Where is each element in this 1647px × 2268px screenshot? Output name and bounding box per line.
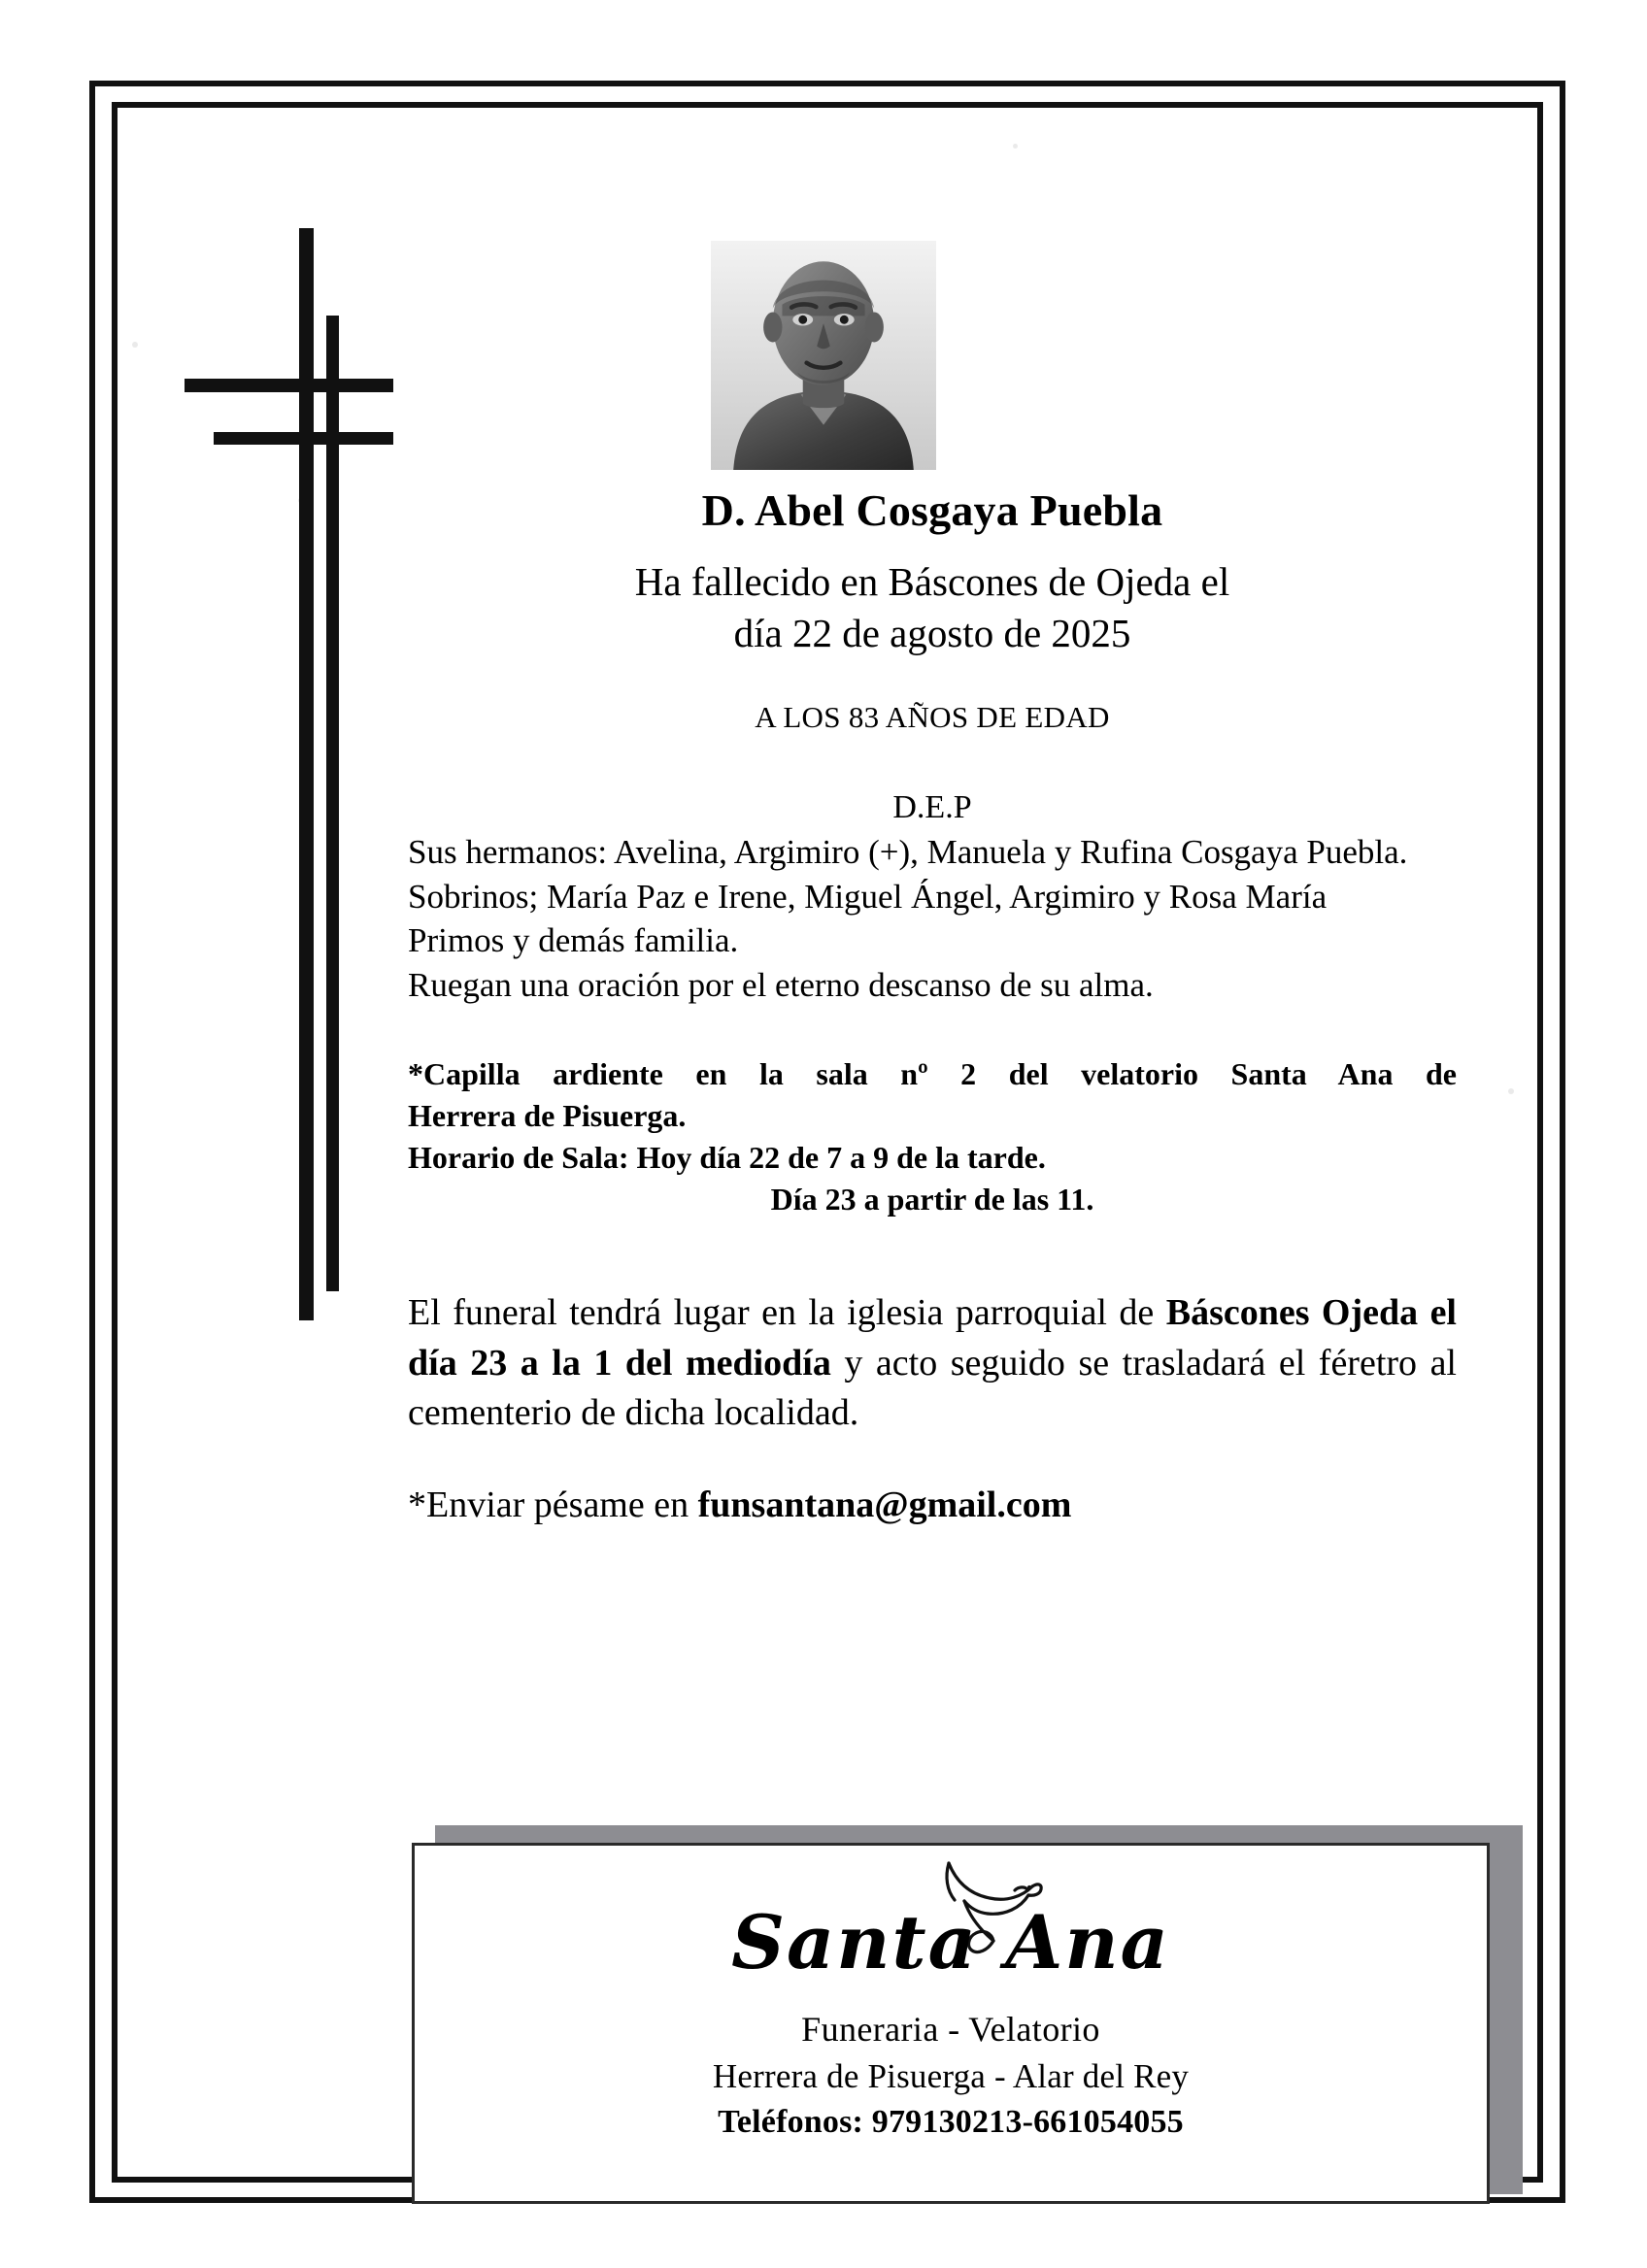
funeral-text-part-1: El funeral tendrá lugar en la iglesia parroquial de (408, 1291, 1166, 1333)
funeral-home-logo-card (412, 1843, 1490, 2204)
chapel-line-1: *Capilla ardiente en la sala nº 2 del velatorio Santa Ana de (408, 1056, 1457, 1092)
chapel-schedule-line-2: Día 23 a partir de las 11. (770, 1182, 1094, 1217)
family-line: Sus hermanos: Avelina, Argimiro (+), Manuela y Rufina Cosgaya Puebla. (408, 833, 1408, 872)
logo-subtitle: Funeraria - Velatorio (801, 2010, 1100, 2049)
chapel-info-block (408, 1053, 1457, 1220)
age-line: A LOS 83 AÑOS DE EDAD (755, 700, 1110, 735)
funeral-text-part-2: y acto seguido se trasladará el féretro al cementerio de dicha localidad. (408, 1342, 1457, 1434)
family-block (408, 830, 1457, 1007)
condolences-line (408, 1484, 1457, 1526)
family-line: Sobrinos; María Paz e Irene, Miguel Ángel, Argimiro y Rosa María (408, 877, 1328, 916)
cross-vertical-bar-2 (326, 316, 339, 1291)
logo-phones: Teléfonos: 979130213-661054055 (718, 2104, 1184, 2140)
chapel-schedule-line-1: Horario de Sala: Hoy día 22 de 7 a 9 de la tarde. (408, 1140, 1046, 1176)
cross-icon (185, 228, 393, 1320)
brand-name: Santa Ana (731, 1899, 1170, 1985)
family-line: Primos y demás familia. (408, 921, 739, 960)
condolences-prefix: *Enviar pésame en (408, 1484, 698, 1525)
condolences-email[interactable]: funsantana@gmail.com (697, 1484, 1072, 1525)
dep-line: D.E.P (892, 789, 972, 826)
deceased-name: D. Abel Cosgaya Puebla (701, 485, 1163, 535)
logo-locations: Herrera de Pisuerga - Alar del Rey (712, 2057, 1190, 2095)
chapel-line-2: Herrera de Pisuerga. (408, 1098, 687, 1134)
death-announcement-line-2: día 22 de agosto de 2025 (733, 611, 1131, 656)
funeral-paragraph (408, 1288, 1457, 1439)
family-line: Ruegan una oración por el eterno descanso de su alma. (408, 965, 1154, 1004)
notice-content (408, 485, 1457, 1526)
cross-horizontal-bar-1 (185, 379, 393, 392)
cross-horizontal-bar-2 (214, 432, 393, 445)
brand-row (640, 1859, 1261, 2005)
deceased-portrait-photo (711, 241, 936, 470)
death-announcement-line-1: Ha fallecido en Báscones de Ojeda el (634, 558, 1230, 604)
funeral-text-highlight: Báscones Ojeda el día 23 a la 1 del mediodía (408, 1291, 1457, 1384)
